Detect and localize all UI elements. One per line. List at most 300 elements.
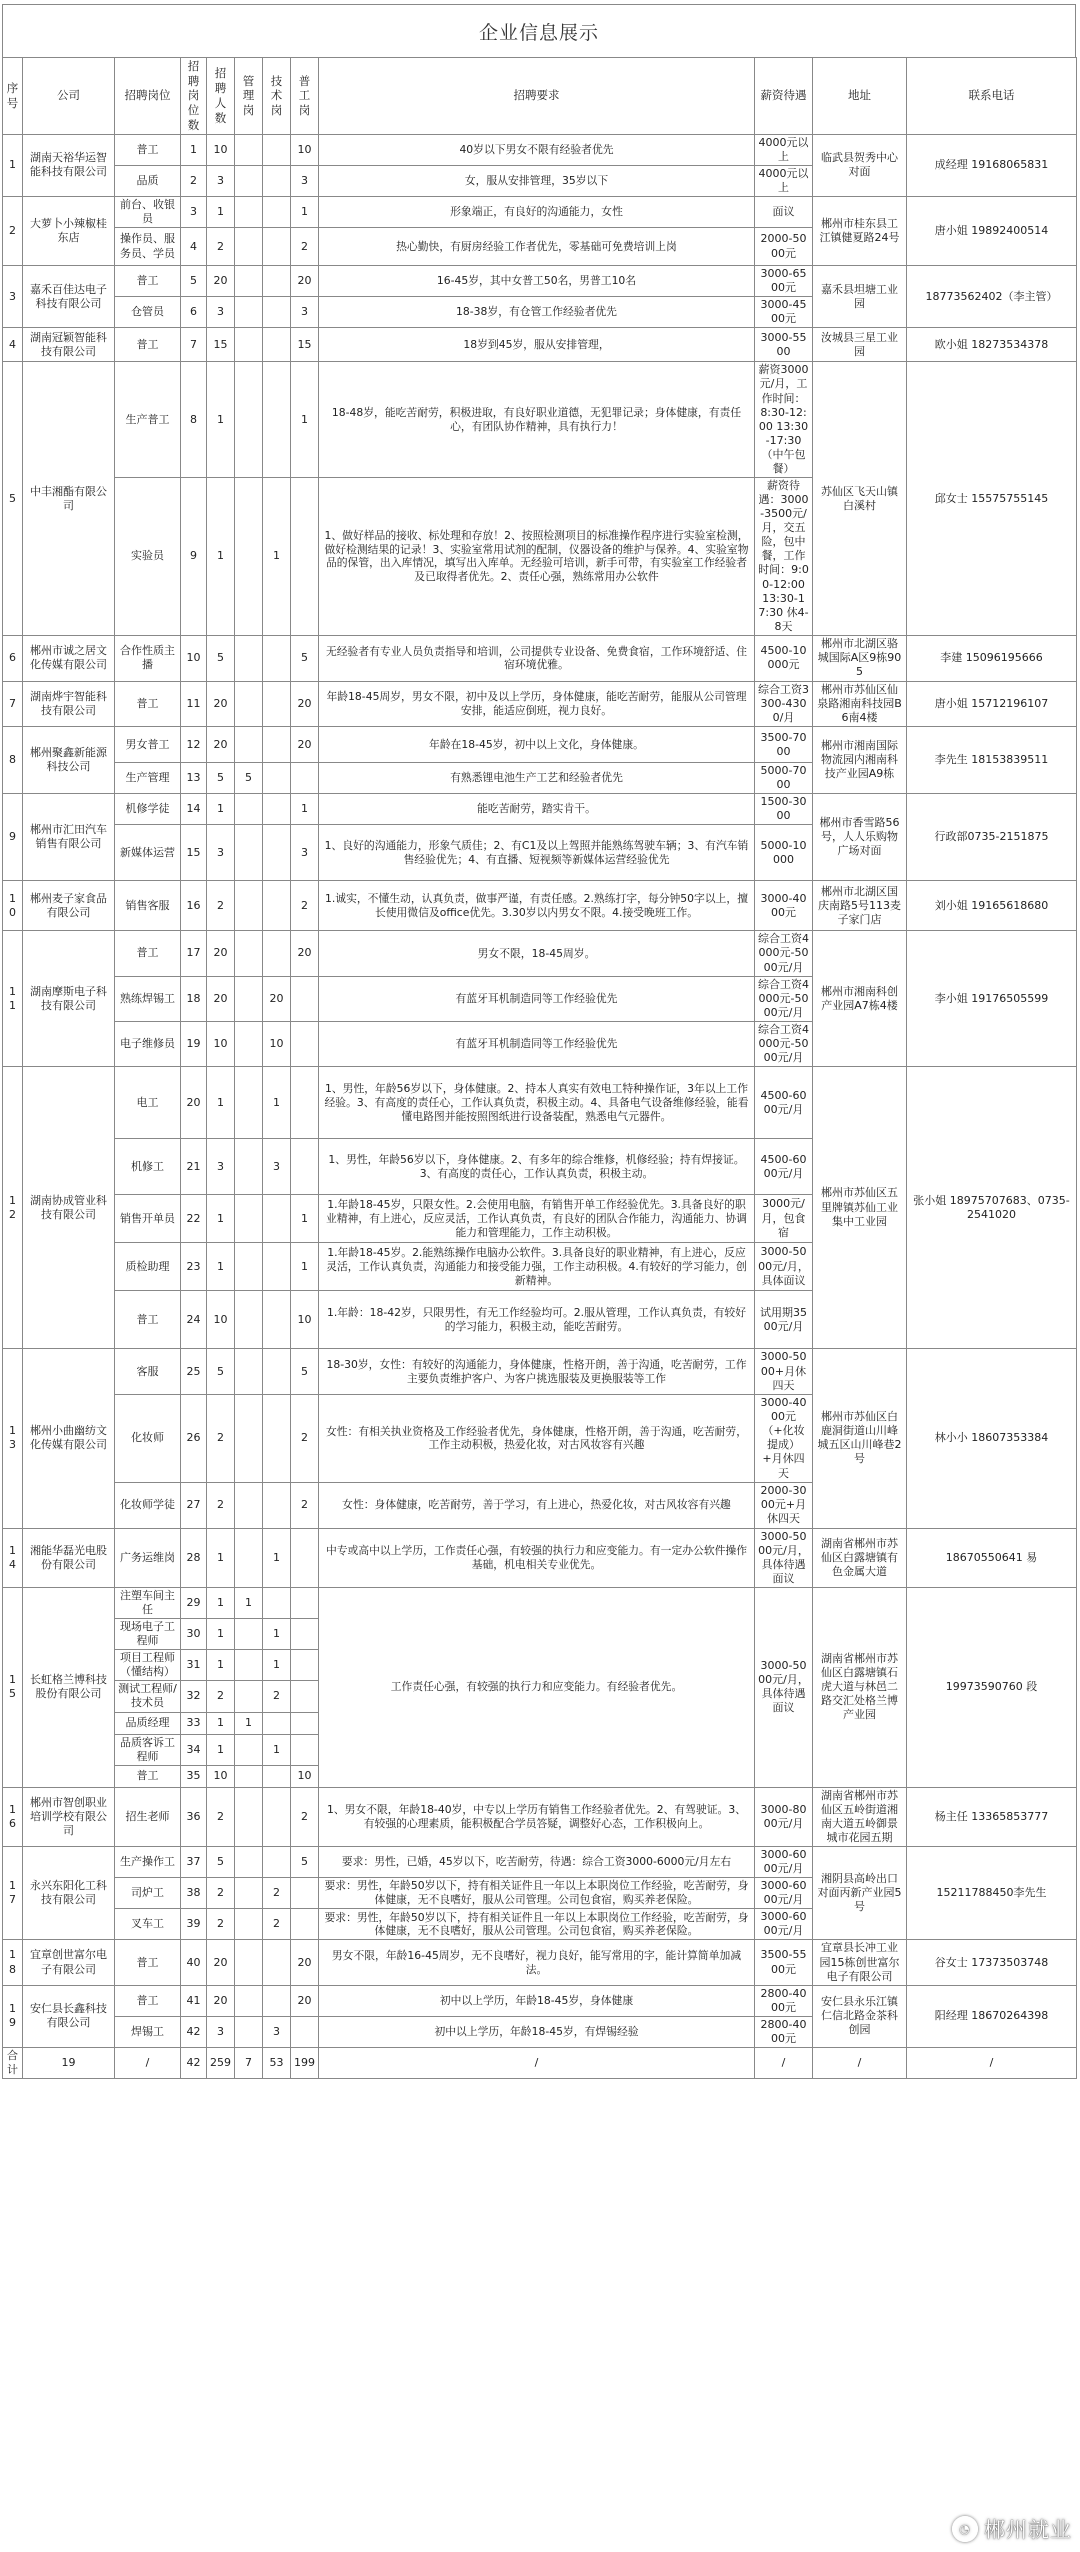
table-cell: 普工 (115, 1291, 181, 1349)
table-cell (235, 794, 263, 825)
table-cell: 电子维修员 (115, 1021, 181, 1066)
table-cell (291, 1067, 319, 1139)
table-cell (235, 1619, 263, 1650)
table-cell: 郴州市智创职业培训学校有限公司 (23, 1787, 115, 1846)
table-cell: 郴州小曲幽纺文化传媒有限公司 (23, 1349, 115, 1528)
table-cell: 23 (181, 1243, 207, 1291)
table-cell (291, 976, 319, 1021)
table-cell: 19 (3, 1985, 23, 2047)
col-header: 管理岗 (235, 58, 263, 135)
table-cell: 中专或高中以上学历，工作责任心强，有较强的执行力和应变能力。有一定办公软件操作基础，机电相关专业优先。 (319, 1528, 755, 1587)
table-cell: 20 (291, 681, 319, 726)
table-cell (235, 1067, 263, 1139)
col-header: 公司 (23, 58, 115, 135)
table-cell: 3000-4000元（+化妆提成）+月休四天 (755, 1395, 813, 1482)
table-cell (291, 1587, 319, 1618)
table-row (3, 1349, 1077, 1395)
table-cell: 广务运维岗 (115, 1528, 181, 1587)
table-cell: 2 (291, 1395, 319, 1482)
table-cell: 1 (207, 362, 235, 478)
table-cell: 电工 (115, 1067, 181, 1139)
table-cell (263, 297, 291, 328)
table-cell: 普工 (115, 266, 181, 297)
table-cell: 10 (207, 1021, 235, 1066)
table-cell (235, 1195, 263, 1243)
table-cell: 14 (3, 1528, 23, 1587)
table-cell: 4 (181, 228, 207, 266)
company-table (2, 57, 1077, 2079)
table-cell: 27 (181, 1482, 207, 1528)
table-cell: 3000-4000元 (755, 881, 813, 931)
table-cell: 郴州市湘南科创产业园A7栋4楼 (813, 931, 907, 1067)
table-cell: 18 (3, 1940, 23, 1985)
table-cell: 11 (181, 681, 207, 726)
table-cell: 20 (207, 1985, 235, 2016)
table-cell: 15 (3, 1587, 23, 1787)
table-cell (235, 1985, 263, 2016)
table-cell: 阳经理 18670264398 (907, 1985, 1077, 2047)
table-cell: 3000-6000元/月 (755, 1846, 813, 1877)
table-cell: 3500-7000 (755, 727, 813, 763)
col-header: 序号 (3, 58, 23, 135)
table-cell: 7 (3, 681, 23, 726)
table-cell: 化妆师 (115, 1395, 181, 1482)
table-cell (235, 1243, 263, 1291)
table-row (3, 266, 1077, 297)
table-cell: 要求：男性，年龄50岁以下，持有相关证件且一年以上本职岗位工作经验，吃苦耐劳，身体健康，无不良嗜好，服从公司管理。公司包食宿，购买养老保险。 (319, 1909, 755, 1940)
table-cell: 邱女士 15575755145 (907, 362, 1077, 635)
table-cell: 无经验者有专业人员负责指导和培训，公司提供专业设备、免费食宿，工作环境舒适、住宿环境优雅。 (319, 635, 755, 681)
table-cell: 2 (207, 1681, 235, 1712)
info-sheet (2, 4, 1076, 2079)
table-cell: 2 (291, 1482, 319, 1528)
table-cell: 宜章创世富尔电子有限公司 (23, 1940, 115, 1985)
table-cell: 18 (181, 976, 207, 1021)
table-cell: 5 (291, 635, 319, 681)
table-cell: 1 (207, 1587, 235, 1618)
table-cell: 20 (207, 1940, 235, 1985)
table-cell: 22 (181, 1195, 207, 1243)
table-cell (263, 825, 291, 881)
table-cell: 10 (181, 635, 207, 681)
table-cell: 39 (181, 1909, 207, 1940)
table-cell: 湘能华磊光电股份有限公司 (23, 1528, 115, 1587)
table-cell: 17 (181, 931, 207, 976)
table-cell: 1、男性，年龄56岁以下，身体健康。2、持本人真实有效电工特种操作证，3年以上工作经验。3、有高度的责任心，工作认真负责，积极主动。4、具备电气设备维修经验，能看懂电路图并能按照图纸进行设备装配，熟悉电气元器件。 (319, 1067, 755, 1139)
table-cell: 13 (181, 763, 207, 794)
table-cell (235, 1021, 263, 1066)
table-cell: 2 (207, 1787, 235, 1846)
table-cell: / (813, 2048, 907, 2079)
table-cell: 38 (181, 1878, 207, 1909)
table-cell: 郴州市桂东县工江镇健夏路24号 (813, 196, 907, 265)
table-cell: 安仁县永乐江镇仁信北路金茶科创园 (813, 1985, 907, 2047)
col-header: 招聘要求 (319, 58, 755, 135)
table-cell: 2 (291, 228, 319, 266)
table-cell: 谷女士 17373503748 (907, 1940, 1077, 1985)
table-cell: 42 (181, 2016, 207, 2047)
table-cell: 3 (291, 825, 319, 881)
table-row (3, 794, 1077, 825)
table-cell: 4500-6000元/月 (755, 1139, 813, 1195)
table-cell: 15 (207, 328, 235, 362)
table-cell: / (755, 2048, 813, 2079)
table-cell (291, 1909, 319, 1940)
table-cell: 郴州聚鑫新能源科技公司 (23, 727, 115, 794)
table-row (3, 1587, 1077, 1618)
col-header: 招聘人数 (207, 58, 235, 135)
table-cell: 综合工资3300-4300/月 (755, 681, 813, 726)
table-cell: 普工 (115, 931, 181, 976)
table-cell: 1 (291, 794, 319, 825)
table-cell (263, 362, 291, 478)
table-cell (235, 1681, 263, 1712)
table-cell: 女性：身体健康，吃苦耐劳，善于学习，有上进心，热爱化妆，对古风妆容有兴趣 (319, 1482, 755, 1528)
table-cell: 31 (181, 1650, 207, 1681)
table-cell: 1 (3, 134, 23, 196)
table-cell: 大萝卜小辣椒桂东店 (23, 196, 115, 265)
table-cell: 实验员 (115, 478, 181, 636)
table-cell: 林小小 18607353384 (907, 1349, 1077, 1528)
table-cell: 18-38岁，有仓管工作经验者优先 (319, 297, 755, 328)
table-cell: 2800-4000元 (755, 2016, 813, 2047)
table-cell: 15 (291, 328, 319, 362)
table-cell (235, 1940, 263, 1985)
table-cell (263, 1349, 291, 1395)
table-cell (291, 763, 319, 794)
table-cell: 1.诚实，不懂生动，认真负责，做事严谨，有责任感。2.熟练打字，每分钟50字以上，擅长使用微信及office优先。3.30岁以内男女不限。4.接受晚班工作。 (319, 881, 755, 931)
table-cell: 女，服从安排管理，35岁以下 (319, 165, 755, 196)
table-cell: 3000-5000元/月，具体待遇面议 (755, 1587, 813, 1787)
table-cell: 20 (207, 976, 235, 1021)
table-cell: 1.年龄18-45岁。2.能熟练操作电脑办公软件。3.具备良好的职业精神，有上进心，反应灵活，工作认真负责，沟通能力和接受能力强，工作主动积极。4.有较好的学习能力，创新精神。 (319, 1243, 755, 1291)
table-cell (235, 976, 263, 1021)
table-cell: 3000-6500元 (755, 266, 813, 297)
table-cell: 19973590760 段 (907, 1587, 1077, 1787)
table-cell: 1 (207, 1619, 235, 1650)
table-cell: 3000-8000元/月 (755, 1787, 813, 1846)
table-cell (291, 1619, 319, 1650)
table-cell: 招生老师 (115, 1787, 181, 1846)
table-cell: 5000-7000 (755, 763, 813, 794)
table-cell: 安仁县长鑫科技有限公司 (23, 1985, 115, 2047)
table-cell: 10 (291, 1765, 319, 1787)
table-cell: 男女不限，年龄16-45周岁，无不良嗜好，视力良好，能写常用的字，能计算简单加减法。 (319, 1940, 755, 1985)
table-cell: 2 (207, 1878, 235, 1909)
table-cell: 17 (3, 1846, 23, 1939)
table-cell: 13 (3, 1349, 23, 1528)
table-cell: 前台、收银员 (115, 196, 181, 227)
table-cell: 5 (291, 1349, 319, 1395)
table-cell: 综合工资4000元-5000元/月 (755, 931, 813, 976)
table-cell: 199 (291, 2048, 319, 2079)
table-cell: 32 (181, 1681, 207, 1712)
table-cell: 3 (263, 2016, 291, 2047)
table-cell: 湘阴县高岭出口对面丙新产业园5号 (813, 1846, 907, 1939)
table-cell: 20 (263, 976, 291, 1021)
table-cell: 41 (181, 1985, 207, 2016)
table-cell (263, 635, 291, 681)
table-cell: 18-30岁，女性：有较好的沟通能力，身体健康，性格开朗，善于沟通，吃苦耐劳，工作主要负责维护客户、为客户挑选服装及更换服装等工作 (319, 1349, 755, 1395)
table-cell: 张小姐 18975707683、0735-2541020 (907, 1067, 1077, 1349)
col-header: 普工岗 (291, 58, 319, 135)
table-cell: 工作责任心强，有较强的执行力和应变能力。有经验者优先。 (319, 1587, 755, 1787)
table-cell: 唐小姐 15712196107 (907, 681, 1077, 726)
table-cell: 临武县贺秀中心对面 (813, 134, 907, 196)
table-cell: 郴州市北湖区国庆南路5号113麦子家门店 (813, 881, 907, 931)
table-cell: 5 (207, 635, 235, 681)
table-cell: 测试工程师/技术员 (115, 1681, 181, 1712)
table-row (3, 1846, 1077, 1877)
table-row (3, 1067, 1077, 1139)
table-cell (263, 328, 291, 362)
table-cell: 5 (207, 763, 235, 794)
table-cell (235, 165, 263, 196)
col-header: 招聘岗位 (115, 58, 181, 135)
table-cell: 2 (263, 1681, 291, 1712)
table-cell (263, 1712, 291, 1734)
table-cell: 有蓝牙耳机制造同等工作经验优先 (319, 1021, 755, 1066)
table-cell: 合作性质主播 (115, 635, 181, 681)
table-row (3, 727, 1077, 763)
table-cell: 2 (181, 165, 207, 196)
table-cell: 郴州市苏仙区仙泉路湘南科技园B6南4楼 (813, 681, 907, 726)
table-cell (235, 727, 263, 763)
table-cell: 生产管理 (115, 763, 181, 794)
table-cell: 14 (181, 794, 207, 825)
table-cell (263, 1846, 291, 1877)
table-cell: 郴州市湘南国际物流园内湘南科技产业园A9栋 (813, 727, 907, 794)
table-cell: 3 (3, 266, 23, 328)
table-cell (263, 1482, 291, 1528)
table-cell: 19 (23, 2048, 115, 2079)
table-cell: 9 (181, 478, 207, 636)
table-cell: 中丰湘酯有限公司 (23, 362, 115, 635)
table-cell (291, 1528, 319, 1587)
table-cell: 2 (207, 1482, 235, 1528)
table-cell: 能吃苦耐劳，踏实肯干。 (319, 794, 755, 825)
table-cell: 20 (291, 727, 319, 763)
table-cell: 1 (207, 1243, 235, 1291)
table-cell (263, 931, 291, 976)
table-cell (235, 1528, 263, 1587)
table-cell: 16 (3, 1787, 23, 1846)
table-cell: 1 (181, 134, 207, 165)
table-cell (235, 825, 263, 881)
table-cell (291, 1021, 319, 1066)
table-cell: 7 (235, 2048, 263, 2079)
table-cell: 永兴东阳化工科技有限公司 (23, 1846, 115, 1939)
table-cell: 1500-3000 (755, 794, 813, 825)
table-cell: 3 (181, 196, 207, 227)
table-cell: 热心勤快，有厨房经验工作者优先，零基础可免费培训上岗 (319, 228, 755, 266)
table-cell: 普工 (115, 328, 181, 362)
table-cell (235, 2016, 263, 2047)
table-cell: 苏仙区飞天山镇白溪村 (813, 362, 907, 635)
table-cell: 女性：有相关执业资格及工作经验者优先，身体健康，性格开朗，善于沟通，吃苦耐劳，工作主动积极，热爱化妆，对古风妆容有兴趣 (319, 1395, 755, 1482)
table-cell: 5 (207, 1349, 235, 1395)
table-cell (263, 1985, 291, 2016)
table-cell: 要求：男性，已婚，45岁以下，吃苦耐劳，待遇：综合工资3000-6000元/月左右 (319, 1846, 755, 1877)
table-cell (235, 1650, 263, 1681)
page-title: 企业信息展示 (2, 4, 1076, 57)
table-cell (235, 328, 263, 362)
table-cell: 10 (263, 1021, 291, 1066)
table-cell: 2 (263, 1878, 291, 1909)
table-cell: 6 (3, 635, 23, 681)
table-cell: 21 (181, 1139, 207, 1195)
table-cell (263, 134, 291, 165)
table-cell: 普工 (115, 681, 181, 726)
table-row (3, 931, 1077, 976)
table-cell: 20 (291, 1940, 319, 1985)
table-cell: 20 (291, 266, 319, 297)
table-cell: 郴州市诚之居文化传媒有限公司 (23, 635, 115, 681)
table-cell: 湖南省郴州市苏仙区五岭街道湘南大道五岭御景城市花园五期 (813, 1787, 907, 1846)
table-cell: 35 (181, 1765, 207, 1787)
table-cell: 杨主任 13365853777 (907, 1787, 1077, 1846)
table-cell: 2 (207, 228, 235, 266)
table-cell: 湖南冠颖智能科技有限公司 (23, 328, 115, 362)
table-cell (263, 681, 291, 726)
table-cell: 薪资3000元/月，工作时间：8:30-12:00 13:30-17:30（中午包餐） (755, 362, 813, 478)
table-cell: 郴州市香雪路56号，人人乐购物广场对面 (813, 794, 907, 881)
table-cell: 郴州麦子家食品有限公司 (23, 881, 115, 931)
table-cell: 叉车工 (115, 1909, 181, 1940)
table-cell: 郴州市苏仙区白鹿洞街道山川峰城五区山川峰巷2号 (813, 1349, 907, 1528)
table-cell (235, 1349, 263, 1395)
table-cell: 品质经理 (115, 1712, 181, 1734)
table-cell (263, 266, 291, 297)
table-cell: 18670550641 易 (907, 1528, 1077, 1587)
table-cell: 项目工程师（懂结构） (115, 1650, 181, 1681)
table-cell: 机修工 (115, 1139, 181, 1195)
table-row (3, 635, 1077, 681)
table-cell (235, 266, 263, 297)
table-cell (235, 1878, 263, 1909)
table-cell: 7 (181, 328, 207, 362)
table-cell: 5 (181, 266, 207, 297)
table-cell (235, 1734, 263, 1765)
table-cell: 化妆师学徒 (115, 1482, 181, 1528)
table-cell: 焊锡工 (115, 2016, 181, 2047)
table-cell: 1、男女不限，年龄18-40岁，中专以上学历有销售工作经验者优先。2、有驾驶证。3、有较强的心理素质，能积极配合学员答疑，调整好心态，工作积极向上。 (319, 1787, 755, 1846)
table-cell: 10 (291, 1291, 319, 1349)
table-cell: 1 (263, 1528, 291, 1587)
col-header: 招聘岗位数 (181, 58, 207, 135)
table-cell: 24 (181, 1291, 207, 1349)
table-cell: 3000-6000元/月 (755, 1909, 813, 1940)
table-cell: 普工 (115, 134, 181, 165)
col-header: 技术岗 (263, 58, 291, 135)
table-cell: 12 (181, 727, 207, 763)
table-cell: 40岁以下男女不限有经验者优先 (319, 134, 755, 165)
total-row (3, 2048, 1077, 2079)
table-cell (263, 881, 291, 931)
table-cell: 30 (181, 1619, 207, 1650)
table-cell: 湖南摩斯电子科技有限公司 (23, 931, 115, 1067)
table-cell: 1 (291, 1243, 319, 1291)
table-cell: 16 (181, 881, 207, 931)
table-cell: 1 (207, 1712, 235, 1734)
table-cell: 5 (3, 362, 23, 635)
table-cell: 欧小姐 18273534378 (907, 328, 1077, 362)
table-cell (263, 1291, 291, 1349)
table-cell (235, 931, 263, 976)
watermark-text: 郴州就业 (984, 2518, 1072, 2542)
table-cell: 37 (181, 1846, 207, 1877)
table-cell: 1 (207, 1195, 235, 1243)
table-cell (263, 794, 291, 825)
table-cell: 20 (291, 1985, 319, 2016)
table-cell: 要求：男性，年龄50岁以下，持有相关证件且一年以上本职岗位工作经验，吃苦耐劳，身体健康，无不良嗜好，服从公司管理。公司包食宿，购买养老保险。 (319, 1878, 755, 1909)
table-cell: 15 (181, 825, 207, 881)
table-cell (235, 134, 263, 165)
table-cell: 1 (235, 1587, 263, 1618)
table-cell: 湖南烨宇智能科技有限公司 (23, 681, 115, 726)
table-cell: 1 (291, 362, 319, 478)
table-cell: 普工 (115, 1985, 181, 2016)
table-cell (291, 1650, 319, 1681)
table-cell: 8 (3, 727, 23, 794)
table-cell: 李小姐 19176505599 (907, 931, 1077, 1067)
watermark (952, 2514, 1072, 2544)
table-cell: 2 (291, 1787, 319, 1846)
table-cell: 1、良好的沟通能力，形象气质佳；2、有C1及以上驾照并能熟练驾驶车辆；3、有汽车销售经验优先；4、有直播、短视频等新媒体运营经验优先 (319, 825, 755, 881)
table-cell: / (115, 2048, 181, 2079)
col-header: 薪资待遇 (755, 58, 813, 135)
table-cell: 3000-5000元/月，具体待遇面议 (755, 1528, 813, 1587)
table-cell: 4 (3, 328, 23, 362)
table-cell: 20 (181, 1067, 207, 1139)
table-row (3, 881, 1077, 931)
table-cell: 1 (263, 1734, 291, 1765)
table-cell: 4000元以上 (755, 134, 813, 165)
table-cell: 19 (181, 1021, 207, 1066)
table-cell: 3 (291, 297, 319, 328)
table-cell: 5000-10000 (755, 825, 813, 881)
table-cell: 2 (3, 196, 23, 265)
table-cell: 3 (207, 825, 235, 881)
table-row (3, 681, 1077, 726)
table-cell (263, 1243, 291, 1291)
table-cell: 20 (207, 266, 235, 297)
table-cell: 合计 (3, 2048, 23, 2079)
table-cell: 新媒体运营 (115, 825, 181, 881)
table-cell: 26 (181, 1395, 207, 1482)
table-cell: 品质 (115, 165, 181, 196)
table-cell: 3 (207, 165, 235, 196)
table-cell: 10 (207, 1765, 235, 1787)
table-cell: 2000-5000元 (755, 228, 813, 266)
table-cell: 1 (207, 196, 235, 227)
table-cell: 薪资待遇：3000-3500元/月，交五险，包中餐，工作时间：9:00-12:00 13:30-17:30 休4-8天 (755, 478, 813, 636)
table-cell: 20 (291, 931, 319, 976)
table-row (3, 328, 1077, 362)
table-cell: 客服 (115, 1349, 181, 1395)
table-cell: 8 (181, 362, 207, 478)
table-cell: 40 (181, 1940, 207, 1985)
table-cell: 销售开单员 (115, 1195, 181, 1243)
table-cell: 行政部0735-2151875 (907, 794, 1077, 881)
table-cell: 10 (207, 134, 235, 165)
table-cell (235, 681, 263, 726)
table-row (3, 1940, 1077, 1985)
table-cell: 郴州市苏仙区五里牌镇苏仙工业集中工业园 (813, 1067, 907, 1349)
table-cell: 5 (291, 1846, 319, 1877)
table-cell (235, 196, 263, 227)
table-cell (291, 1681, 319, 1712)
